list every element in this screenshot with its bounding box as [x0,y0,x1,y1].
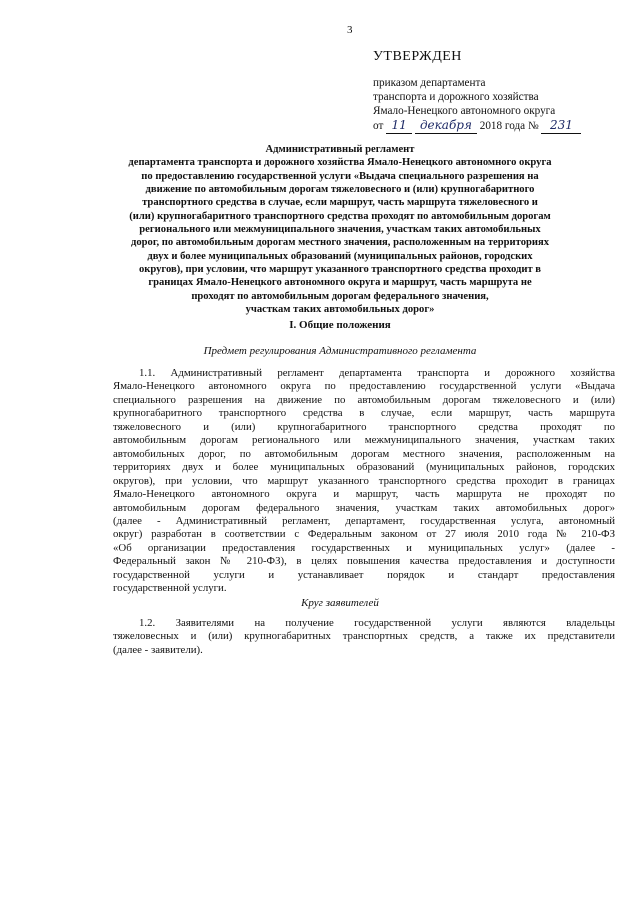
paragraph-line: тяжеловесного и (или) крупногабаритного транспортного средства проходят по [113,420,615,433]
paragraph-line: (далее - заявители). [113,643,203,656]
title-line: движение по автомобильным дорогам тяжеловесного и (или) крупногабаритного [145,184,535,196]
handwritten-day: 11 [391,118,407,132]
date-from-label: от [373,120,384,132]
paragraph-line: государственной услуги. [113,582,227,595]
paragraph-line: Ямало-Ненецкого автономного округа и маршрут, часть маршрута не проходят по [113,488,615,501]
title-line: регионального или межмуниципального значения, участкам таких автомобильных [139,224,541,236]
title-line: Административный регламент [265,144,415,155]
title-line: двух и более муниципальных образований (муниципальных районов, городских [147,250,533,262]
approval-line-1: приказом департамента [373,77,486,89]
paragraph-line: Федеральный закон № 210-ФЗ), в целях повышения качества предоставления и доступности [113,555,615,568]
document-title [90,143,590,316]
paragraph-1-1 [113,367,615,596]
paragraph-line: Ямало-Ненецкого автономного округа по предоставлению государственной услуги «Выдача [113,380,615,393]
paragraph-line: «Об организации предоставления государственных и муниципальных услуг» (далее - [113,541,615,554]
paragraph-line: специального разрешения на движение по автомобильным дорогам тяжеловесного и (или) [113,393,615,406]
paragraph-line: крупногабаритного транспортного средства в случае, если маршрут, часть маршрута [113,407,615,420]
paragraph-line: автомобильных дорог, по автомобильным дорогам местного значения, расположенным на [113,447,615,460]
paragraph-line: (далее - Административный регламент, департамент, государственная услуга, автономный [113,514,615,527]
handwritten-month: декабря [419,118,472,132]
title-line: департамента транспорта и дорожного хозяйства Ямало-Ненецкого автономного округа [128,157,552,169]
subheading-applicants: Круг заявителей [301,597,379,609]
paragraph-line: 1.1. Административный регламент департамента транспорта и дорожного хозяйства [139,367,615,379]
approval-block [373,50,623,134]
section-heading: I. Общие положения [289,319,391,331]
date-year-text: 2018 года № [479,120,539,132]
title-line: границах Ямало-Ненецкого автономного округа и маршрут, часть маршрута не [148,277,532,289]
title-line: (или) крупногабаритного транспортного средства проходят по автомобильным дорогам [129,210,551,222]
title-line: по предоставлению государственной услуги «Выдача специального разрешения на [141,170,539,182]
approval-stamp: УТВЕРЖДЕН [373,49,462,64]
page-number: 3 [347,24,353,36]
title-line: проходят по автомобильным дорогам федерального значения, [191,290,489,302]
paragraph-line: 1.2. Заявителями на получение государственной услуги являются владельцы [139,617,615,629]
title-line: участкам таких автомобильных дорог» [245,304,435,316]
approval-line-2: транспорта и дорожного хозяйства [373,91,539,103]
approval-line-3: Ямало-Ненецкого автономного округа [373,105,556,117]
paragraph-line: автомобильным дорогам федерального значения, участкам таких автомобильных дорог» [113,501,615,514]
paragraph-line: автомобильным дорогам регионального или межмуниципального значения, участкам таких [113,434,615,447]
title-line: округов), при условии, что маршрут указанного транспортного средства проходит в [138,264,542,276]
handwritten-number: 231 [549,118,573,132]
paragraph-line: территориях двух и более муниципальных образований (муниципальных районов, городских [113,461,615,474]
paragraph-line: округов), при условии, что маршрут указанного транспортного средства проходит в границах [113,474,615,487]
approval-date-line [373,118,623,134]
paragraph-line: государственной услуги и устанавливает порядок и стандарт предоставления [113,568,615,581]
paragraph-line: тяжеловесных и (или) крупногабаритных транспортных средств, а также их представители [113,630,615,643]
subheading-subject: Предмет регулирования Административного регламента [203,345,477,357]
paragraph-1-2 [113,617,615,657]
paragraph-line: округ) разработан в соответствии с Федеральным законом от 27 июля 2010 года № 210-ФЗ [113,528,615,541]
title-line: дорог, по автомобильным дорогам местного значения, расположенным на территориях [130,237,550,249]
title-line: транспортного средства в случае, если маршрут, часть маршрута тяжеловесного и [142,197,538,209]
